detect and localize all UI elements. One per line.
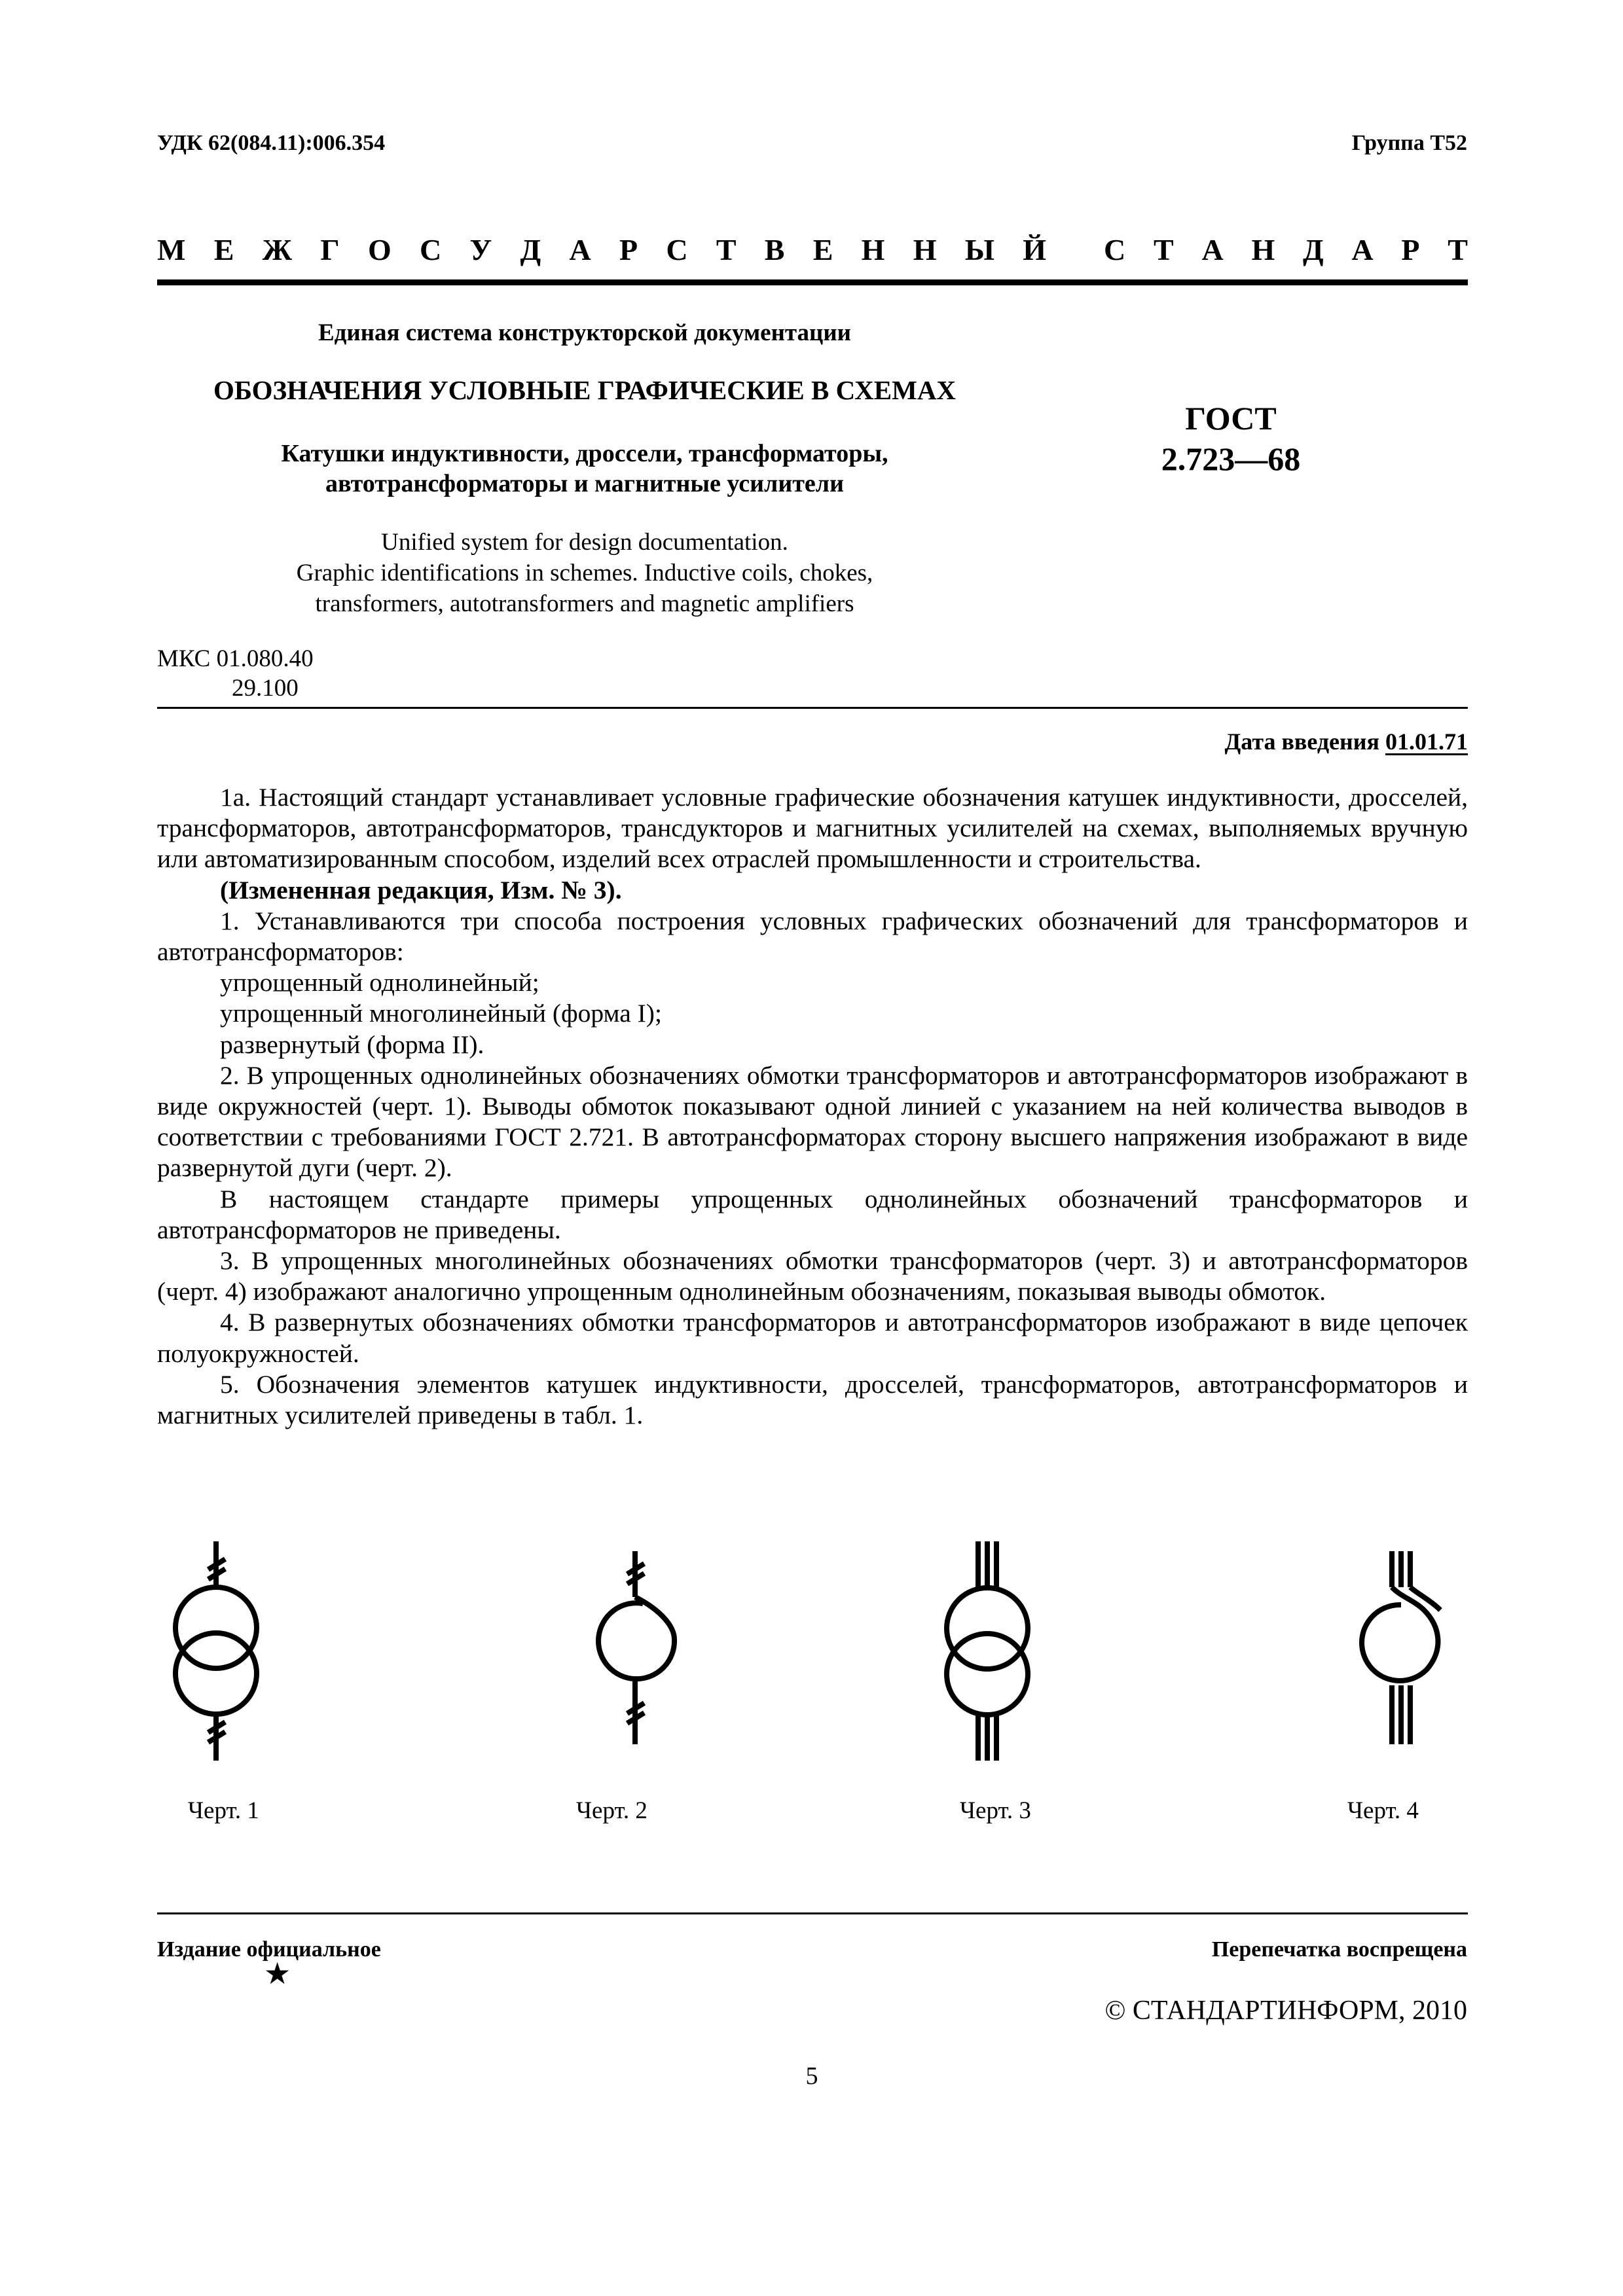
list-item: упрощенный однолинейный; [220,968,539,997]
mks-code-2: 29.100 [232,675,299,702]
paragraph-1a: 1а. Настоящий стандарт устанавливает условные графические обозначения катушек индуктивности, дросселей, трансформаторов, автотрансформаторов, трансдукторов и магнитных усилителей на схемах, выполняемых вручную или автоматизированным способом, изделий всех отраслей промышленности и строительства. [157,783,1468,874]
copyright-notice: © СТАНДАРТИНФОРМ, 2010 [1104,1996,1467,2026]
official-edition-label: Издание официальное [157,1937,381,1962]
reprint-prohibited-label: Перепечатка воспрещена [1211,1937,1467,1962]
figure-4-autotransformer-multiline-symbol [1362,1551,1440,1744]
figure-2-autotransformer-symbol [598,1551,674,1744]
banner-letter: С [1104,233,1126,266]
system-name: Единая система конструкторской документации [318,319,851,346]
banner-letter: В [764,233,785,266]
figure-3-caption: Черт. 3 [960,1797,1031,1824]
figure-3-transformer-multiline-symbol [947,1541,1028,1761]
paragraph-4: 4. В развернутых обозначениях обмотки трансформаторов и автотрансформаторов изображают в виде цепочек полуокружностей. [157,1308,1468,1368]
figure-1-transformer-symbol [175,1541,257,1761]
banner-letter: Т [716,233,737,266]
banner-letter: Ы [964,233,994,266]
banner-letter: С [419,233,442,266]
banner-letter: М [157,233,186,266]
banner-letter: Р [1401,233,1420,266]
paragraph-5: 5. Обозначения элементов катушек индуктивности, дросселей, трансформаторов, автотрансформаторов и магнитных усилителей приведены в табл. 1. [157,1369,1468,1430]
banner-letter: Д [1303,233,1324,266]
figure-2-caption: Черт. 2 [576,1797,647,1824]
document-title: ОБОЗНАЧЕНИЯ УСЛОВНЫЕ ГРАФИЧЕСКИЕ В СХЕМАХ [213,375,957,405]
page-number: 5 [805,2062,818,2090]
banner-letter: Р [619,233,638,266]
banner-letter: Е [812,233,833,266]
list-item: упрощенный многолинейный (форма I); [220,999,662,1028]
gost-label: ГОСТ [1185,400,1277,437]
star-icon: ★ [264,1957,291,1990]
paragraph-3: 3. В упрощенных многолинейных обозначениях обмотки трансформаторов (черт. 3) и автотрансформаторов (черт. 4) изображают аналогично упрощенным однолинейным обозначениям, показывая выводы обмоток. [157,1246,1468,1306]
banner-letter: Ж [262,233,293,266]
mks-code-1: МКС 01.080.40 [157,645,314,672]
paragraph-1: 1. Устанавливаются три способа построения условных графических обозначений для трансформаторов и автотрансформаторов: [157,906,1468,967]
banner-letter: Т [1154,233,1174,266]
banner-letter: А [569,233,591,266]
banner-letter: Н [1251,233,1275,266]
banner-letter: Т [1448,233,1468,266]
banner-letter: Г [320,233,340,266]
udc-code: УДК 62(084.11):006.354 [157,131,386,155]
banner-letter: А [1351,233,1374,266]
banner-letter: Н [861,233,885,266]
gost-number: 2.723—68 [1161,440,1301,477]
figure-4-caption: Черт. 4 [1347,1797,1419,1824]
subtitle-line-1: Катушки индуктивности, дроссели, трансформаторы, [281,440,888,467]
group-code: Группа Т52 [1351,131,1467,155]
banner-letter: Е [213,233,234,266]
english-line-3: transformers, autotransformers and magnetic amplifiers [315,590,854,617]
paragraph-2: 2. В упрощенных однолинейных обозначениях обмотки трансформаторов и автотрансформаторов изображают в виде окружностей (черт. 1). Выводы обмоток показывают одной линией с указанием на ней количества выводов в соответствии с требованиями ГОСТ 2.721. В автотрансформаторах сторону высшего напряжения изображают в виде развернутой дуги (черт. 2). [157,1060,1468,1183]
amendment-note: (Измененная редакция, Изм. № 3). [220,875,622,905]
figure-1-caption: Черт. 1 [188,1797,259,1824]
paragraph-2b: В настоящем стандарте примеры упрощенных однолинейных обозначений трансформаторов и автотрансформаторов не приведены. [157,1184,1468,1244]
footer-rule [157,1912,1468,1914]
banner-letter: О [367,233,392,266]
effective-date-label: Дата введения [1224,728,1379,755]
banner-letter: А [1201,233,1224,266]
english-line-2: Graphic identifications in schemes. Inductive coils, chokes, [296,560,873,586]
banner-letter: С [666,233,688,266]
banner-letter: У [469,233,492,266]
banner-letter: Д [520,233,541,266]
english-line-1: Unified system for design documentation. [381,529,788,556]
subtitle-line-2: автотрансформаторы и магнитные усилители [325,470,844,497]
banner-letter: Й [1023,233,1046,266]
list-item: развернутый (форма II). [220,1030,484,1059]
effective-date-value: 01.01.71 [1385,728,1468,755]
banner-letter: Н [913,233,937,266]
